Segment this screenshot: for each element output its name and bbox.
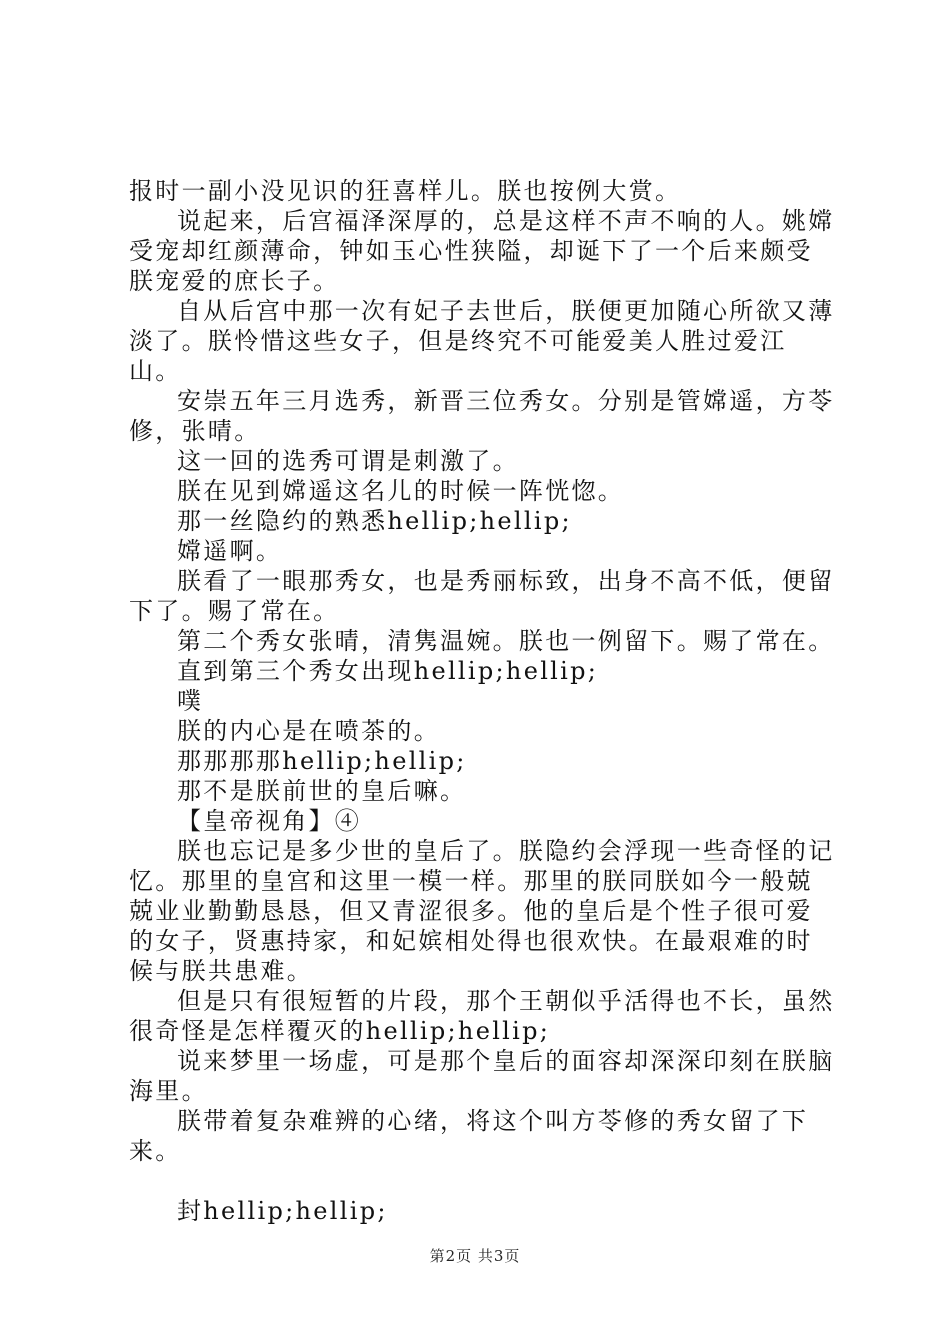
paragraph-13: 朕的内心是在喷茶的。 [177, 717, 440, 745]
page-footer [0, 1245, 950, 1266]
paragraph-20: 朕带着复杂难辨的心绪，将这个叫方苓修的秀女留了下来。 [129, 1107, 809, 1165]
paragraph-1: 报时一副小没见识的狂喜样儿。朕也按例大赏。 [129, 177, 682, 205]
paragraph-18: 但是只有很短暂的片段，那个王朝似乎活得也不长，虽然很奇怪是怎样覆灭的hellip;hellip; [129, 987, 835, 1045]
document-body [129, 176, 839, 1226]
paragraph-21: 封hellip;hellip; [177, 1197, 388, 1225]
paragraph-17: 朕也忘记是多少世的皇后了。朕隐约会浮现一些奇怪的记忆。那里的皇宫和这里一模一样。那里的朕同朕如今一般兢兢业业勤勤恳恳，但又青涩很多。他的皇后是个性子很可爱的女子，贤惠持家，和妃嫔相处得也很欢快。在最艰难的时候与朕共患难。 [129, 837, 835, 985]
paragraph-14: 那那那那hellip;hellip; [177, 747, 467, 775]
paragraph-5: 这一回的选秀可谓是刺激了。 [177, 447, 519, 475]
section-heading: 【皇帝视角】④ [177, 807, 362, 835]
paragraph-2: 说起来，后宫福泽深厚的，总是这样不声不响的人。姚嫦受宠却红颜薄命，钟如玉心性狭隘，却诞下了一个后来颇受朕宠爱的庶长子。 [129, 207, 835, 295]
paragraph-19: 说来梦里一场虚，可是那个皇后的面容却深深印刻在朕脑海里。 [129, 1047, 835, 1105]
paragraph-4: 安崇五年三月选秀，新晋三位秀女。分别是管嫦遥，方苓修，张晴。 [129, 387, 835, 445]
paragraph-15: 那不是朕前世的皇后嘛。 [177, 777, 467, 805]
paragraph-12: 噗 [177, 687, 204, 715]
paragraph-11: 直到第三个秀女出现hellip;hellip; [177, 657, 599, 685]
paragraph-3: 自从后宫中那一次有妃子去世后，朕便更加随心所欲又薄淡了。朕怜惜这些女子，但是终究不可能爱美人胜过爱江山。 [129, 297, 835, 385]
paragraph-6: 朕在见到嫦遥这名儿的时候一阵恍惚。 [177, 477, 625, 505]
paragraph-10: 第二个秀女张晴，清隽温婉。朕也一例留下。赐了常在。 [177, 627, 835, 655]
page-number-label: 第2页 共3页 [429, 1247, 521, 1265]
blank-line [129, 1166, 839, 1196]
paragraph-9: 朕看了一眼那秀女，也是秀丽标致，出身不高不低，便留下了。赐了常在。 [129, 567, 835, 625]
paragraph-7: 那一丝隐约的熟悉hellip;hellip; [177, 507, 572, 535]
paragraph-8: 嫦遥啊。 [177, 537, 283, 565]
